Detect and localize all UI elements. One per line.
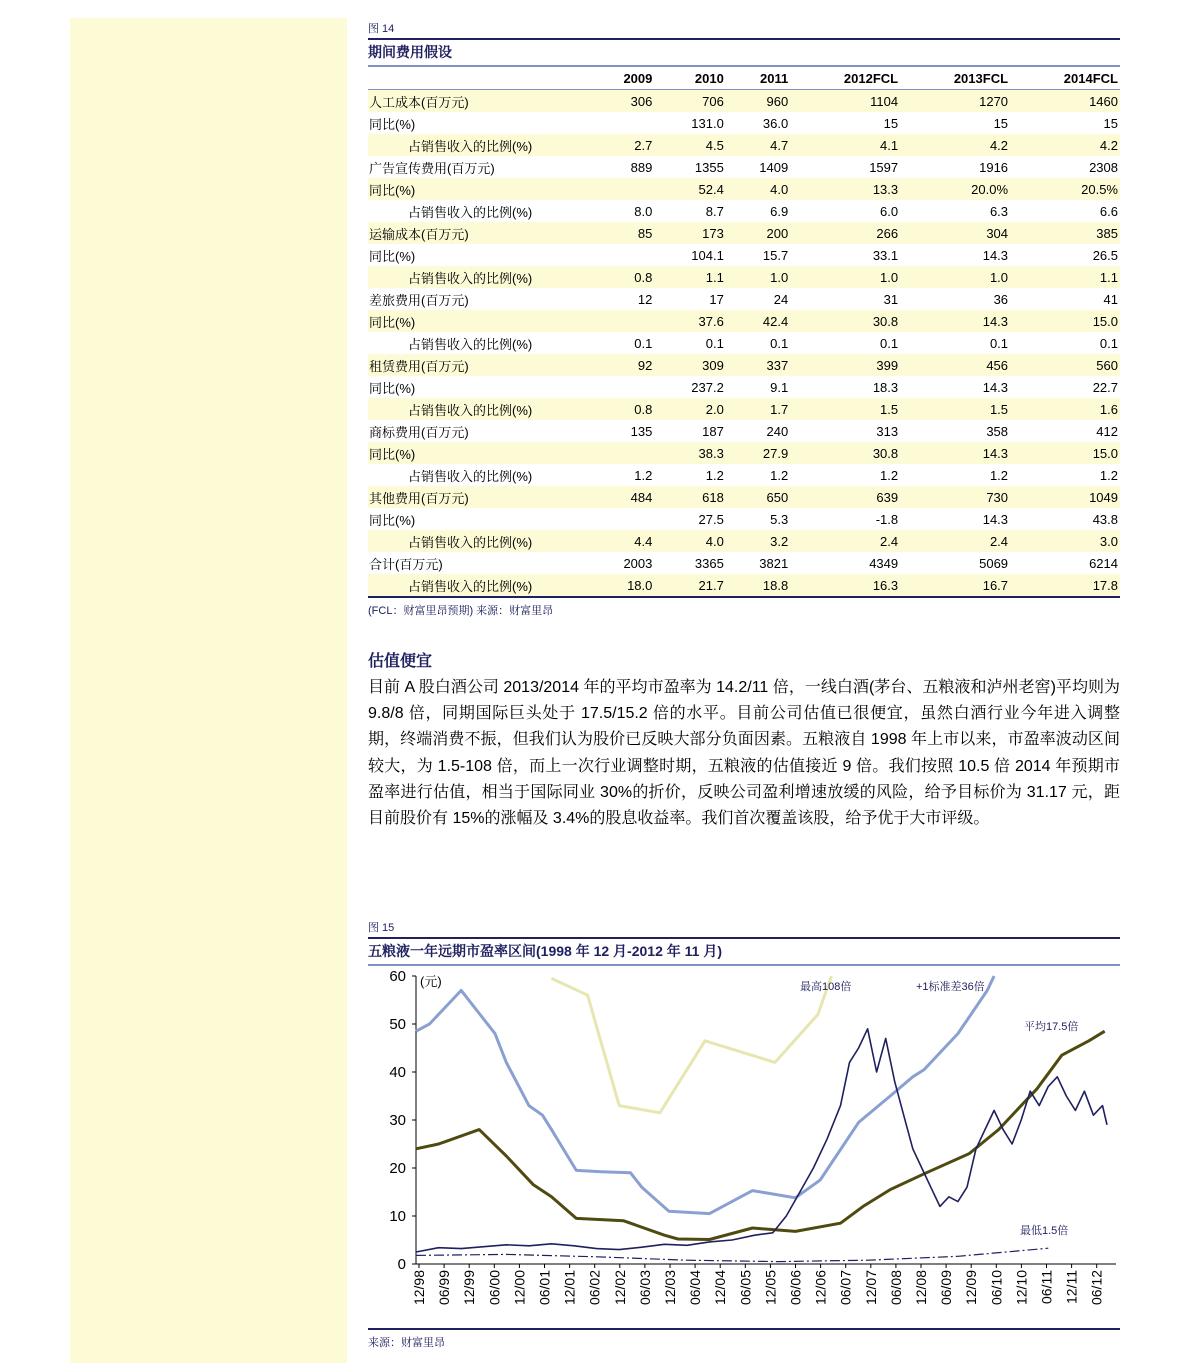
table-row: [368, 200, 1120, 222]
table-cell: 1.1: [654, 266, 725, 288]
row-label: 占销售收入的比例(%): [408, 204, 533, 220]
table-cell: 1.2: [1099, 467, 1118, 483]
table-cell: 650: [726, 486, 790, 508]
table-cell: 85: [590, 222, 654, 244]
table-cell: -1.8: [875, 511, 899, 527]
x-tick-label: 12/03: [662, 1270, 678, 1306]
y-axis-label: (元): [420, 974, 442, 989]
x-tick-label: 12/08: [913, 1270, 929, 1306]
table-cell: 1916: [979, 159, 1009, 175]
table-cell: 1597: [869, 159, 899, 175]
table-row: [368, 288, 1120, 310]
row-label: 人工成本(百万元): [368, 90, 590, 113]
table-cell: 1.2: [989, 467, 1009, 483]
x-tick-label: 12/02: [611, 1270, 628, 1306]
series-line-1: [416, 976, 994, 1214]
row-label: 同比(%): [368, 442, 590, 464]
series-line-3: [416, 1248, 1048, 1261]
row-label: 租赁费用(百万元): [368, 354, 590, 376]
x-tick-label: 12/05: [762, 1270, 779, 1306]
table-cell: 1.0: [900, 266, 1010, 288]
column-header: 2012FCL: [790, 67, 900, 90]
table-row: [368, 90, 1120, 113]
table-cell: 6.6: [1099, 203, 1118, 219]
table-cell: 1.5: [790, 398, 900, 420]
section-paragraph: 目前 A 股白酒公司 2013/2014 年的平均市盈率为 14.2/11 倍，一线白酒(茅台、五粮液和泸州老窖)平均则为 9.8/8 倍，同期国际巨头处于 17.5/15.2 倍的水平。目前公司估值已很便宜，虽然白酒行业今年进入调整期，终端消费不振，但我们认为股价已反映大部分负面因素。五粮液自 1998 年上市以来，市盈率波动区间较大，为 1.5-108 倍，而上一次行业调整时期，五粮液的估值接近 9 倍。我们按照 10.5 倍 2014 年预期市盈率进行估值，相当于国际同业 30%的折价，反映公司盈利增速放缓的风险，给予目标价为 31.17 元，距目前股价有 15%的涨幅及 3.4%的股息收益率。我们首次覆盖该股，给予优于大市评级。: [368, 679, 1120, 828]
table-cell: 15: [1103, 115, 1118, 131]
row-label: 占销售收入的比例(%): [408, 336, 533, 352]
x-tick-label: 12/01: [561, 1270, 578, 1306]
table-cell: 18.3: [872, 379, 899, 395]
y-tick-label: 60: [389, 968, 406, 985]
table-cell: 1270: [900, 90, 1010, 113]
table-cell: 358: [986, 423, 1009, 439]
table-cell: 36.0: [762, 115, 789, 131]
table-row: [368, 508, 1120, 530]
table-cell: 4.4: [590, 530, 654, 552]
table-cell: 306: [590, 90, 654, 113]
row-label: 同比(%): [368, 178, 590, 200]
row-label: 占销售收入的比例(%): [368, 530, 590, 552]
table-cell: 240: [766, 423, 789, 439]
table-cell: 5.3: [770, 511, 789, 527]
table-cell: 618: [654, 486, 725, 508]
table-cell: [590, 244, 654, 266]
x-tick-label: 06/10: [988, 1270, 1005, 1306]
chart-annotation: 最低1.5倍: [1020, 1225, 1069, 1237]
x-tick-label: 06/09: [938, 1270, 955, 1306]
x-tick-label: 06/04: [687, 1270, 704, 1306]
table-cell: 1.7: [726, 398, 790, 420]
table-cell: 6.9: [770, 203, 789, 219]
table-cell: 22.7: [1092, 379, 1118, 395]
chart-annotation: 最高108倍: [800, 981, 852, 993]
table-cell: 0.1: [1099, 335, 1118, 351]
table-cell: 18.0: [590, 574, 654, 597]
row-label: 占销售收入的比例(%): [368, 398, 590, 420]
table-cell: 4349: [869, 555, 899, 571]
x-tick-label: 12/09: [963, 1270, 980, 1306]
x-tick-label: 06/01: [536, 1270, 553, 1306]
figure-14-title: 期间费用假设: [368, 38, 1120, 67]
x-tick-label: 06/05: [737, 1270, 754, 1306]
table-cell: 2.7: [590, 134, 654, 156]
table-cell: 20.5%: [1010, 178, 1120, 200]
table-cell: 4.0: [654, 530, 725, 552]
table-cell: 41: [1103, 291, 1118, 307]
x-tick-label: 06/03: [636, 1270, 653, 1306]
table-cell: 33.1: [872, 247, 899, 263]
table-cell: 20.0%: [900, 178, 1010, 200]
table-cell: 313: [876, 423, 899, 439]
table-cell: 187: [702, 423, 724, 439]
figure-15-label: 图 15: [368, 922, 395, 934]
table-cell: [590, 508, 654, 530]
x-tick-label: 06/07: [837, 1270, 854, 1306]
table-cell: 4.1: [790, 134, 900, 156]
table-row: [368, 244, 1120, 266]
row-label: 同比(%): [369, 116, 416, 132]
expense-table: [368, 67, 1120, 598]
table-row: [368, 222, 1120, 244]
table-cell: 1.2: [634, 467, 653, 483]
x-tick-label: 06/02: [586, 1270, 603, 1306]
table-row: [368, 310, 1120, 332]
table-cell: 1.2: [705, 467, 724, 483]
table-cell: 6.0: [880, 203, 899, 219]
table-cell: 4.0: [726, 178, 790, 200]
x-tick-label: 12/00: [511, 1270, 528, 1306]
table-cell: 36: [993, 291, 1009, 307]
table-cell: 399: [790, 354, 900, 376]
table-cell: 30.8: [790, 442, 900, 464]
pe-band-chart: [368, 966, 1120, 1328]
column-header: 2011: [726, 67, 790, 90]
table-cell: 4.7: [726, 134, 790, 156]
x-tick-label: 06/00: [486, 1270, 503, 1306]
row-label: 运输成本(百万元): [368, 222, 590, 244]
section-heading: 估值便宜: [368, 653, 433, 670]
table-cell: 173: [654, 222, 725, 244]
y-tick-label: 50: [389, 1016, 406, 1033]
table-cell: 456: [900, 354, 1010, 376]
table-row: [368, 530, 1120, 552]
x-tick-label: 12/11: [1063, 1270, 1080, 1304]
x-tick-label: 12/98: [411, 1270, 427, 1306]
table-cell: 27.5: [698, 511, 724, 527]
column-header: [368, 67, 590, 90]
table-cell: 14.3: [900, 310, 1010, 332]
table-row: [368, 574, 1120, 597]
column-header: 2009: [590, 67, 654, 90]
x-tick-label: 06/11: [1038, 1270, 1055, 1304]
row-label: 同比(%): [369, 512, 416, 528]
table-cell: 8.7: [705, 203, 724, 219]
table-cell: 16.7: [900, 574, 1010, 597]
column-header: 2014FCL: [1010, 67, 1120, 90]
table-cell: 24: [773, 291, 789, 307]
table-cell: 104.1: [691, 247, 724, 263]
series-line-0: [552, 976, 832, 1113]
row-label: 合计(百万元): [369, 556, 443, 572]
x-tick-label: 06/99: [436, 1270, 453, 1306]
table-cell: 14.3: [900, 442, 1010, 464]
table-cell: 15.7: [762, 247, 789, 263]
table-cell: 6.3: [989, 203, 1009, 219]
table-row: [368, 552, 1120, 574]
table-cell: 135: [630, 423, 653, 439]
table-cell: 3.2: [726, 530, 790, 552]
table-cell: 15.0: [1010, 310, 1120, 332]
row-label: 同比(%): [369, 380, 416, 396]
table-cell: 1049: [1010, 486, 1120, 508]
table-cell: 0.1: [880, 335, 899, 351]
row-label: 占销售收入的比例(%): [408, 468, 533, 484]
table-cell: 266: [790, 222, 900, 244]
x-tick-label: 06/08: [887, 1270, 904, 1306]
row-label: 占销售收入的比例(%): [368, 266, 590, 288]
table-cell: 92: [590, 354, 654, 376]
table-cell: 309: [654, 354, 725, 376]
y-tick-label: 30: [389, 1112, 406, 1129]
table-cell: 484: [590, 486, 654, 508]
row-label: 占销售收入的比例(%): [368, 134, 590, 156]
table-cell: 337: [726, 354, 790, 376]
table-cell: 52.4: [654, 178, 725, 200]
table-cell: 14.3: [982, 379, 1009, 395]
table-cell: 3.0: [1010, 530, 1120, 552]
table-cell: 1.0: [790, 266, 900, 288]
chart-source: 来源：财富里昂: [368, 1337, 445, 1349]
table-row: [368, 112, 1120, 134]
table-cell: 560: [1010, 354, 1120, 376]
row-label: 同比(%): [368, 310, 590, 332]
y-tick-label: 20: [389, 1160, 406, 1177]
x-tick-label: 12/10: [1013, 1270, 1030, 1306]
table-cell: 9.1: [770, 379, 789, 395]
table-cell: 6214: [1089, 555, 1118, 571]
table-cell: 4.2: [1010, 134, 1120, 156]
table-cell: 3821: [759, 555, 789, 571]
table-row: [368, 178, 1120, 200]
table-row: [368, 464, 1120, 486]
table-row: [368, 332, 1120, 354]
table-cell: 1.0: [726, 266, 790, 288]
table-cell: 37.6: [654, 310, 725, 332]
table-cell: 4.2: [900, 134, 1010, 156]
table-cell: 21.7: [654, 574, 725, 597]
table-cell: 2.4: [900, 530, 1010, 552]
table-cell: 18.8: [726, 574, 790, 597]
table-cell: 16.3: [790, 574, 900, 597]
y-tick-label: 40: [389, 1064, 406, 1081]
table-cell: 12: [637, 291, 653, 307]
table-cell: 14.3: [982, 511, 1009, 527]
row-label: 差旅费用(百万元): [369, 292, 469, 308]
table-cell: 2308: [1089, 159, 1118, 175]
table-cell: 13.3: [790, 178, 900, 200]
table-cell: 960: [726, 90, 790, 113]
table-cell: 42.4: [726, 310, 790, 332]
table-cell: 3365: [694, 555, 724, 571]
table-cell: 17.8: [1010, 574, 1120, 597]
table-cell: 730: [900, 486, 1010, 508]
table-cell: 304: [900, 222, 1010, 244]
table-cell: 30.8: [790, 310, 900, 332]
table-row: [368, 398, 1120, 420]
table-cell: 0.1: [989, 335, 1009, 351]
chart-annotation: 平均17.5倍: [1024, 1021, 1079, 1033]
table-header-row: [368, 67, 1120, 90]
table-cell: 1.2: [880, 467, 899, 483]
x-tick-label: 12/04: [712, 1270, 729, 1306]
table-cell: 706: [654, 90, 725, 113]
table-cell: 0.8: [590, 266, 654, 288]
table-note: (FCL：财富里昂预期) 来源：财富里昂: [368, 605, 554, 617]
figure-15: [368, 919, 1120, 1350]
table-cell: 26.5: [1092, 247, 1118, 263]
figure-14: [368, 20, 1120, 618]
table-row: [368, 134, 1120, 156]
x-tick-label: 06/12: [1088, 1270, 1105, 1306]
table-row: [368, 354, 1120, 376]
table-cell: 27.9: [726, 442, 790, 464]
table-cell: 1.5: [900, 398, 1010, 420]
table-cell: 8.0: [634, 203, 653, 219]
table-cell: 15: [993, 115, 1009, 131]
table-cell: 0.1: [705, 335, 724, 351]
x-tick-label: 12/99: [461, 1270, 478, 1306]
table-cell: [590, 310, 654, 332]
table-cell: 1409: [759, 159, 789, 175]
x-tick-label: 12/06: [812, 1270, 829, 1306]
table-cell: 639: [790, 486, 900, 508]
row-label: 占销售收入的比例(%): [368, 574, 590, 597]
table-cell: 15.0: [1010, 442, 1120, 464]
row-label: 同比(%): [369, 248, 416, 264]
column-header: 2013FCL: [900, 67, 1010, 90]
table-cell: 1460: [1010, 90, 1120, 113]
table-cell: 1104: [790, 90, 900, 113]
table-cell: 4.5: [654, 134, 725, 156]
table-cell: 17: [709, 291, 724, 307]
left-sidebar-band: [70, 18, 347, 1363]
table-row: [368, 156, 1120, 178]
table-cell: 200: [726, 222, 790, 244]
row-label: 其他费用(百万元): [368, 486, 590, 508]
table-cell: 0.1: [634, 335, 653, 351]
table-row: [368, 376, 1120, 398]
table-row: [368, 266, 1120, 288]
y-tick-label: 10: [389, 1208, 406, 1225]
table-cell: 0.8: [590, 398, 654, 420]
table-cell: 15: [883, 115, 899, 131]
table-cell: 2.4: [790, 530, 900, 552]
table-cell: 131.0: [691, 115, 724, 131]
table-cell: 31: [883, 291, 899, 307]
table-cell: [590, 442, 654, 464]
table-cell: 237.2: [691, 379, 724, 395]
table-cell: 14.3: [982, 247, 1009, 263]
table-row: [368, 442, 1120, 464]
valuation-section: [368, 648, 1120, 832]
row-label: 商标费用(百万元): [369, 424, 469, 440]
table-cell: 412: [1096, 423, 1118, 439]
column-header: 2010: [654, 67, 725, 90]
table-cell: 2003: [623, 555, 653, 571]
table-cell: 0.1: [770, 335, 789, 351]
table-cell: 38.3: [654, 442, 725, 464]
table-cell: 2.0: [654, 398, 725, 420]
series-line-4: [416, 1029, 1107, 1252]
table-row: [368, 420, 1120, 442]
table-cell: 5069: [979, 555, 1009, 571]
row-label: 广告宣传费用(百万元): [369, 160, 495, 176]
chart-annotation: +1标准差36倍: [916, 981, 985, 993]
series-line-2: [416, 1031, 1105, 1239]
y-tick-label: 0: [397, 1256, 406, 1273]
table-cell: 889: [630, 159, 653, 175]
table-cell: [590, 178, 654, 200]
table-row: [368, 486, 1120, 508]
table-cell: [590, 112, 654, 134]
figure-15-title: 五粮液一年远期市盈率区间(1998 年 12 月-2012 年 11 月): [368, 937, 1120, 966]
table-cell: 43.8: [1092, 511, 1118, 527]
x-tick-label: 06/06: [787, 1270, 804, 1306]
table-cell: 385: [1010, 222, 1120, 244]
table-cell: 1355: [694, 159, 724, 175]
figure-14-label: 图 14: [368, 23, 395, 35]
table-cell: 1.1: [1010, 266, 1120, 288]
table-cell: 1.6: [1010, 398, 1120, 420]
table-cell: 1.2: [770, 467, 789, 483]
table-cell: [590, 376, 654, 398]
x-tick-label: 12/07: [862, 1270, 879, 1306]
